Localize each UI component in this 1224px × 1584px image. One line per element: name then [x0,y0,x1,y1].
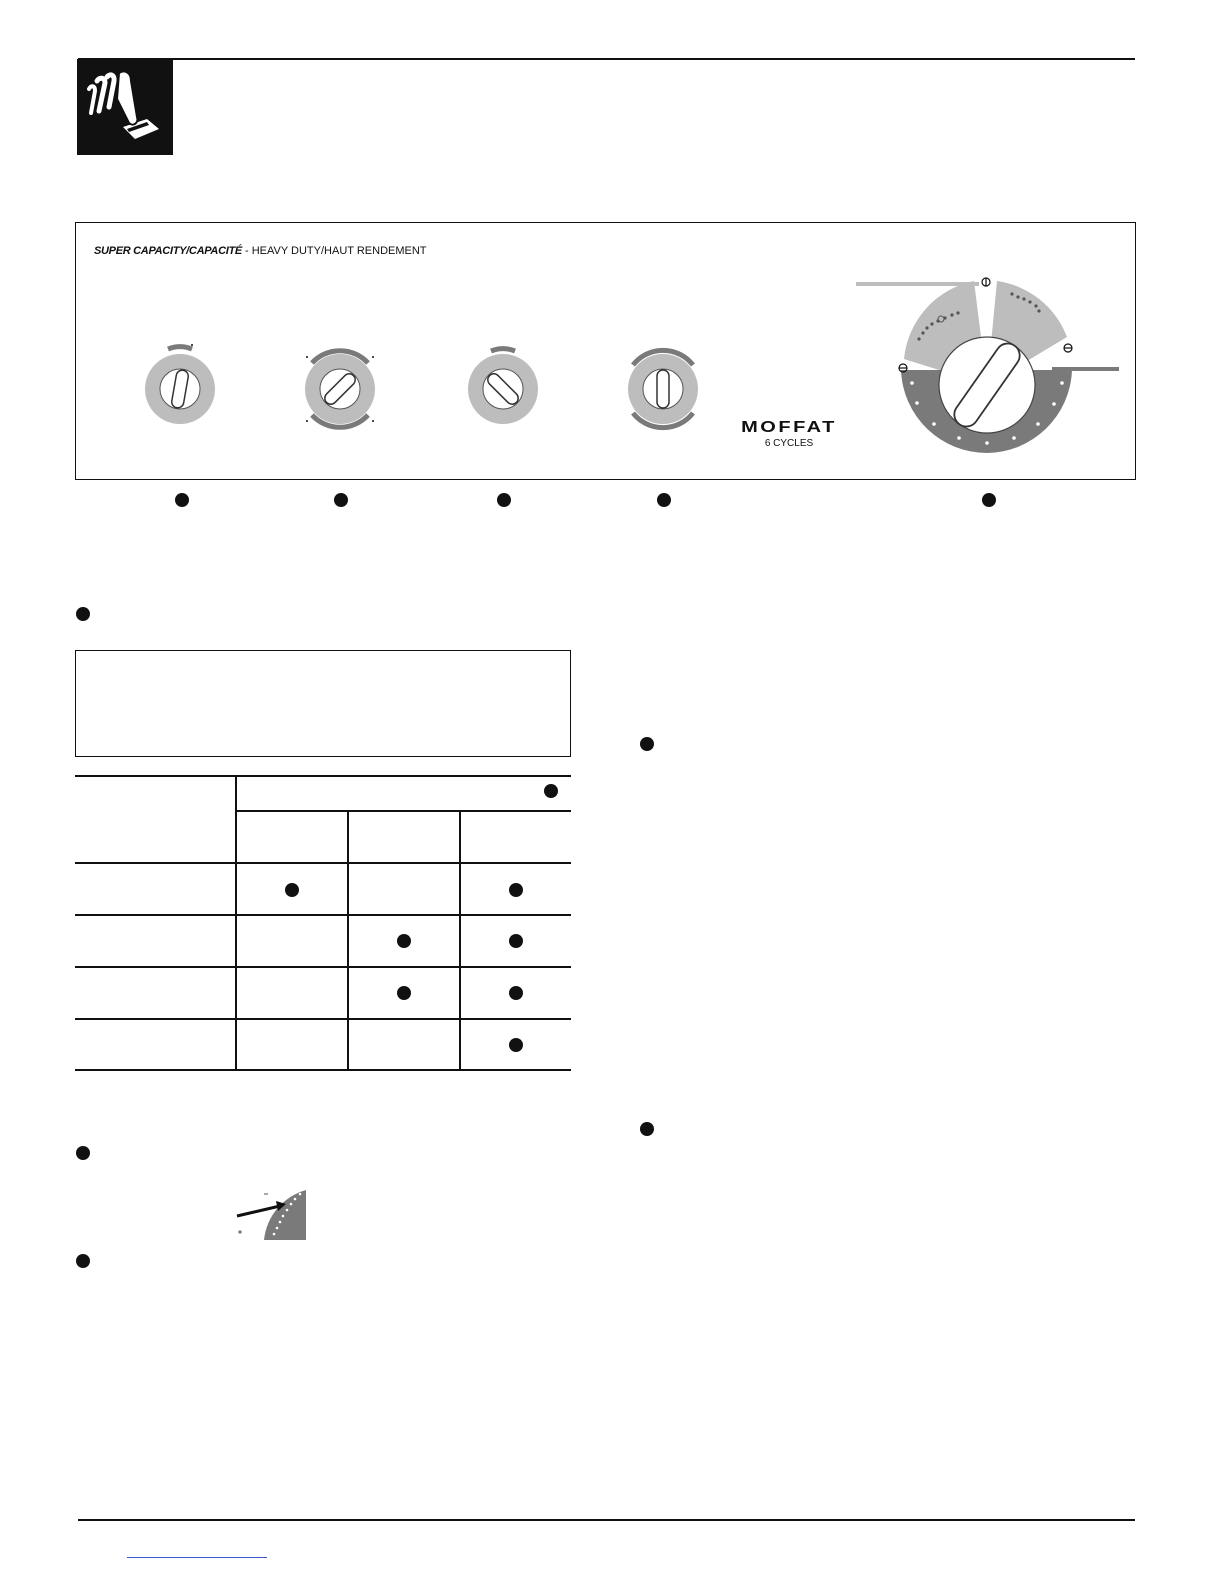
panel-title [94,245,427,257]
panel-title-bold: SUPER CAPACITY/CAPACITÉ [94,245,242,257]
black-circle-bullet-icon [76,1146,90,1160]
table-mark-bullet [509,883,523,897]
note-box [75,650,571,757]
control-knob-icon[interactable] [302,345,378,431]
black-circle-bullet-icon [334,493,348,507]
table-mark-bullet [509,986,523,1000]
black-circle-bullet-icon [640,737,654,751]
table-mark-bullet [509,934,523,948]
table-mark-bullet [509,1038,523,1052]
bottom-rule [78,1519,1135,1521]
black-circle-bullet-icon [982,493,996,507]
hand-pressing-button-icon [77,59,173,155]
dial-pointer-detail-icon [232,1186,312,1244]
control-knob-icon[interactable] [142,341,218,427]
cycle-selector-dial-icon[interactable] [854,273,1124,458]
control-knob-icon[interactable] [465,345,541,431]
brand-logo [734,419,844,449]
black-circle-bullet-icon [640,1122,654,1136]
brand-name: MOFFAT [741,419,837,436]
black-circle-bullet-icon [76,607,90,621]
panel-title-rest: - HEAVY DUTY/HAUT RENDEMENT [241,245,427,257]
top-rule [78,58,1135,60]
table-mark-bullet [397,986,411,1000]
black-circle-bullet-icon [544,784,558,798]
black-circle-bullet-icon [76,1254,90,1268]
black-circle-bullet-icon [497,493,511,507]
black-circle-bullet-icon [175,493,189,507]
table-mark-bullet [285,883,299,897]
table-mark-bullet [397,934,411,948]
brand-subtitle: 6 CYCLES [764,438,814,449]
black-circle-bullet-icon [657,493,671,507]
footer-link-underline[interactable] [127,1557,267,1558]
control-knob-icon[interactable] [625,345,701,431]
control-panel [75,222,1136,480]
